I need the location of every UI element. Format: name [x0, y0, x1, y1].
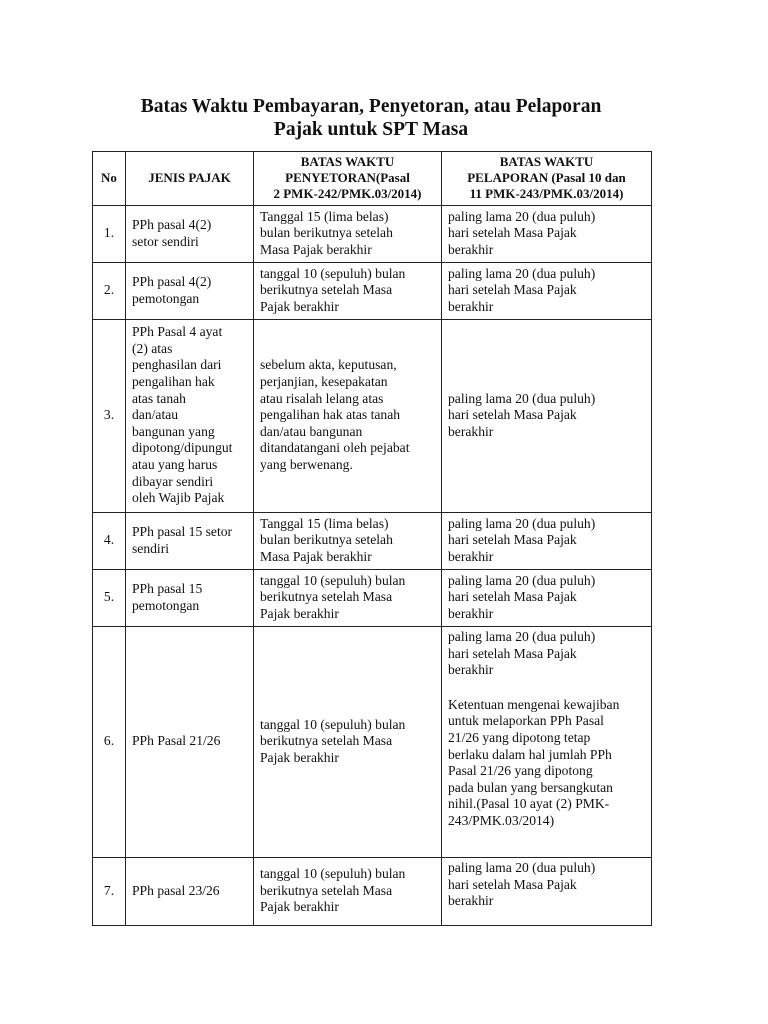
table-row	[93, 627, 652, 858]
pelaporan-cell: paling lama 20 (dua puluh) hari setelah Masa Pajak berakhir	[442, 263, 652, 320]
penyetoran-cell: tanggal 10 (sepuluh) bulan berikutnya setelah Masa Pajak berakhir	[254, 858, 442, 926]
table-row	[93, 570, 652, 627]
row-number: 4.	[93, 513, 126, 570]
pelaporan-cell: paling lama 20 (dua puluh) hari setelah Masa Pajak berakhir Ketentuan mengenai kewajiban untuk melaporkan PPh Pasal 21/26 yang dipotong tetap berlaku dalam hal jumlah PPh Pasal 21/26 yang dipotong pada bulan yang bersangkutan nihil.(Pasal 10 ayat (2) PMK- 243/PMK.03/2014)	[442, 627, 652, 858]
pelaporan-cell: paling lama 20 (dua puluh) hari setelah Masa Pajak berakhir	[442, 320, 652, 513]
table-row	[93, 320, 652, 513]
header-batas-waktu-penyetoran: BATAS WAKTU PENYETORAN(Pasal 2 PMK-242/PMK.03/2014)	[254, 152, 442, 206]
jenis-pajak-cell: PPh pasal 15 setor sendiri	[126, 513, 254, 570]
row-number: 5.	[93, 570, 126, 627]
jenis-pajak-cell: PPh Pasal 4 ayat (2) atas penghasilan dari pengalihan hak atas tanah dan/atau bangunan yang dipotong/dipungut atau yang harus dibayar sendiri oleh Wajib Pajak	[126, 320, 254, 513]
jenis-pajak-cell: PPh pasal 4(2) setor sendiri	[126, 206, 254, 263]
pelaporan-cell: paling lama 20 (dua puluh) hari setelah Masa Pajak berakhir	[442, 858, 652, 926]
jenis-pajak-cell: PPh Pasal 21/26	[126, 627, 254, 858]
table-header-row	[93, 152, 652, 206]
table-row	[93, 513, 652, 570]
row-number: 7.	[93, 858, 126, 926]
tax-deadline-table	[92, 151, 652, 926]
penyetoran-cell: tanggal 10 (sepuluh) bulan berikutnya setelah Masa Pajak berakhir	[254, 627, 442, 858]
row-number: 2.	[93, 263, 126, 320]
table-row	[93, 858, 652, 926]
jenis-pajak-cell: PPh pasal 23/26	[126, 858, 254, 926]
header-jenis-pajak: JENIS PAJAK	[126, 152, 254, 206]
row-number: 3.	[93, 320, 126, 513]
penyetoran-cell: Tanggal 15 (lima belas) bulan berikutnya setelah Masa Pajak berakhir	[254, 206, 442, 263]
penyetoran-cell: Tanggal 15 (lima belas) bulan berikutnya setelah Masa Pajak berakhir	[254, 513, 442, 570]
row-number: 6.	[93, 627, 126, 858]
row-number: 1.	[93, 206, 126, 263]
pelaporan-cell: paling lama 20 (dua puluh) hari setelah Masa Pajak berakhir	[442, 570, 652, 627]
jenis-pajak-cell: PPh pasal 4(2) pemotongan	[126, 263, 254, 320]
pelaporan-note: Ketentuan mengenai kewajiban	[448, 696, 620, 712]
penyetoran-cell: tanggal 10 (sepuluh) bulan berikutnya setelah Masa Pajak berakhir	[254, 263, 442, 320]
penyetoran-cell: sebelum akta, keputusan, perjanjian, kesepakatan atau risalah lelang atas pengalihan hak atas tanah dan/atau bangunan ditandatangani oleh pejabat yang berwenang.	[254, 320, 442, 513]
page-title	[92, 95, 650, 141]
jenis-pajak-cell: PPh pasal 15 pemotongan	[126, 570, 254, 627]
table-row	[93, 206, 652, 263]
title-line: Pajak untuk SPT Masa	[273, 119, 469, 140]
pelaporan-cell: paling lama 20 (dua puluh) hari setelah Masa Pajak berakhir	[442, 206, 652, 263]
pelaporan-cell: paling lama 20 (dua puluh) hari setelah Masa Pajak berakhir	[442, 513, 652, 570]
header-no: No	[93, 152, 126, 206]
penyetoran-cell: tanggal 10 (sepuluh) bulan berikutnya setelah Masa Pajak berakhir	[254, 570, 442, 627]
header-batas-waktu-pelaporan: BATAS WAKTU PELAPORAN (Pasal 10 dan 11 PMK-243/PMK.03/2014)	[442, 152, 652, 206]
table-row	[93, 263, 652, 320]
title-line: Batas Waktu Pembayaran, Penyetoran, atau Pelaporan	[140, 96, 602, 117]
